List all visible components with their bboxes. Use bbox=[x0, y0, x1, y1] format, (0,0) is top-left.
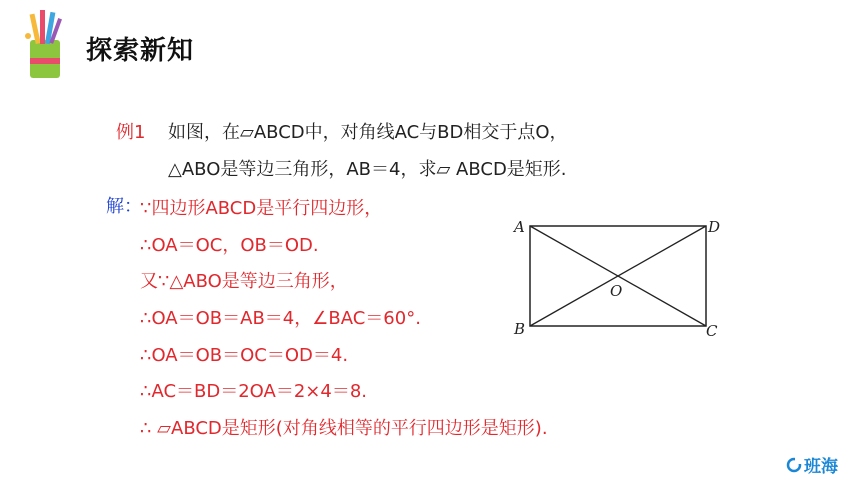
pencil-cup-icon bbox=[18, 6, 74, 82]
brand-icon bbox=[786, 457, 802, 473]
example-label: 例1 bbox=[116, 122, 146, 143]
solution-step: ∴ ▱ABCD是矩形(对角线相等的平行四边形是矩形). bbox=[140, 418, 548, 439]
brand-logo bbox=[786, 452, 838, 477]
solution-step: ∵四边形ABCD是平行四边形， bbox=[140, 198, 383, 219]
center-label-o: O bbox=[610, 282, 623, 300]
solution-step: ∴OA＝OB＝AB＝4，∠BAC＝60°. bbox=[140, 308, 421, 329]
solution-label: 解： bbox=[106, 196, 142, 217]
page-title: 探索新知 bbox=[86, 36, 195, 66]
vertex-label-d: D bbox=[708, 218, 721, 236]
vertex-label-b: B bbox=[514, 320, 526, 338]
vertex-label-a: A bbox=[514, 218, 525, 236]
rectangle-diagram bbox=[510, 212, 726, 342]
solution-step: ∴OA＝OC，OB＝OD. bbox=[140, 235, 319, 256]
solution-step: 又∵△ABO是等边三角形， bbox=[140, 271, 348, 292]
example-line-1: 如图，在▱ABCD中，对角线AC与BD相交于点O， bbox=[168, 122, 568, 143]
solution-step: ∴AC＝BD＝2OA＝2×4＝8. bbox=[140, 381, 368, 402]
vertex-label-c: C bbox=[706, 322, 718, 340]
brand-name: 班海 bbox=[804, 457, 838, 477]
example-line-2: △ABO是等边三角形，AB＝4，求▱ ABCD是矩形. bbox=[168, 159, 567, 180]
solution-step: ∴OA＝OB＝OC＝OD＝4. bbox=[140, 345, 349, 366]
